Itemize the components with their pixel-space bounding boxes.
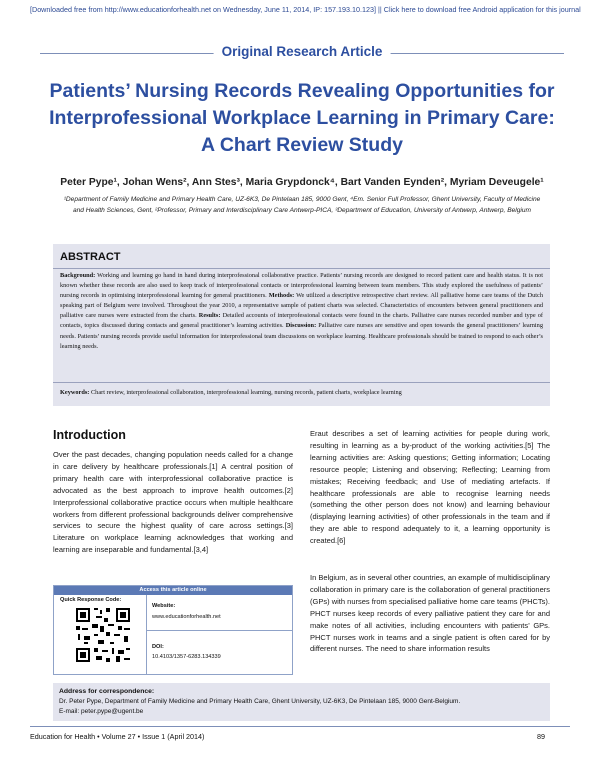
introduction-paragraph-3: In Belgium, as in several other countries, an example of multidisciplinary collaboration in primary care is the collaboration of general practitioners (GPs) with nurses from specialised palliative home care teams (PHCTs). PHCT nurses keep records of every palliative patient they care for and make notes of all activities, including encounters with patients’ GPs. PHCT nurses work in teams and a single patient is often cared for by different nurses. The need to share information results <box>310 573 550 654</box>
abstract-body <box>60 271 543 352</box>
abstract-background-label: Background: <box>60 272 96 279</box>
footer-journal: Education for Health • Volume 27 • Issue 1 (April 2014) <box>30 732 205 741</box>
download-banner-link[interactable]: [Downloaded free from http://www.educationforhealth.net on Wednesday, June 11, 2014, IP: 157.193.10.123] || Click here to download free Android application for this journal <box>30 5 581 14</box>
access-online-box <box>53 585 293 675</box>
introduction-paragraph-2: Eraut describes a set of learning activities for people during work, resulting in learning as a by-product of the working activities.[5] The learning activities are: Asking questions; Getting information; Locating resource people; Listening and observing; Reflecting; Learning from mistakes; Receiving feedback; and Use of mediating artefacts. If healthcare professionals are able to recognise learning needs (something the other person does not know) and learning behaviour (displaying learning activities) of other professionals in the team and if they are able to respond adequately to it, a learning opportunity is created.[6] <box>310 429 550 546</box>
introduction-heading: Introduction <box>53 428 126 442</box>
access-online-title: Access this article online <box>54 586 292 595</box>
abstract-heading: ABSTRACT <box>60 251 121 263</box>
doi-label: DOI: <box>152 644 164 650</box>
abstract-background: Working and learning go hand in hand during interprofessional collaborative practice. Patients’ nursing records are designed to record patient care and health status. It is not known whether these records are also used to keep track of interprofessional contacts or interprofessional learning between team members. This study explored the usefulness of patients’ nursing records in optimising interprofessional learning for general practitioners. <box>60 272 543 300</box>
correspondence-email[interactable]: E-mail: peter.pype@ugent.be <box>59 708 144 715</box>
keywords-label: Keywords: <box>60 389 90 396</box>
keywords <box>60 388 543 398</box>
qr-code-icon[interactable] <box>74 606 132 664</box>
keywords-rule <box>53 382 550 383</box>
abstract-box <box>53 244 550 406</box>
correspondence-heading: Address for correspondence: <box>59 688 155 695</box>
abstract-discussion: Palliative care nurses are sensitive and open towards the general practitioners’ learning needs. Patients’ nursing records provide useful information for interprofessional team discussions on workplace learning. Healthcare professionals should be trained to respond to each other’s learning needs. <box>60 322 543 350</box>
correspondence-box <box>53 683 550 721</box>
paper-title: Patients’ Nursing Records Revealing Opportunities for Interprofessional Workplace Learning in Primary Care: A Chart Review Study <box>49 80 555 156</box>
article-type-header <box>40 44 564 62</box>
abstract-methods: We utilized a descriptive retrospective chart review. All palliative home care teams of the Dutch speaking part of Belgium were involved. Throughout the year 2010, a representative sample of patient charts was selected. Characteristics of encounters between general practitioners and palliative care nurses were extracted from the charts. <box>60 292 543 320</box>
abstract-discussion-label: Discussion: <box>285 322 317 330</box>
abstract-results: Detailed accounts of interprofessional contacts were found in the charts. Palliative care nurses recorded number and type of contacts, topics discussed during contacts and general practitioner’s learning activities. <box>60 312 543 330</box>
footer-rule <box>30 726 570 727</box>
keywords-text: Chart review, interprofessional collaboration, interprofessional learning, nursing records, patient charts, workplace learning <box>89 389 402 396</box>
doi-link[interactable]: 10.4103/1357-6283.134339 <box>152 654 221 660</box>
access-divider <box>146 595 147 674</box>
abstract-results-label: Results: <box>198 312 221 320</box>
website-label: Website: <box>152 603 176 609</box>
article-type-label: Original Research Article <box>214 44 391 59</box>
correspondence-address: Dr. Peter Pype, Department of Family Medicine and Primary Health Care, Ghent University, UZ-6K3, De Pintelaan 185, 9000 Gent-Belgium. <box>59 698 461 705</box>
affiliations: ¹Department of Family Medicine and Primary Health Care, UZ-6K3, De Pintelaan 185, 9000 Gent, ⁴Em. Senior Full Professor, Ghent University, Faculty of Medicine and Health Sciences, Gent, ²Professor, Primary and Interdisciplinary Care Antwerp-PICA, ³Department of Education, University of Antwerp, Antwerp, Belgium <box>63 196 541 214</box>
author-list: Peter Pype¹, Johan Wens², Ann Stes³, Maria Grypdonck⁴, Bart Vanden Eynden², Myriam Deveugele¹ <box>60 177 544 188</box>
introduction-paragraph-1: Over the past decades, changing population needs called for a change in care delivery by healthcare professionals.[1] A central position of primary health care with interprofessional collaborative practice is advocated as the best approach to improve health outcomes.[2] Interprofessional collaborative practice occurs when multiple healthcare workers from different professional backgrounds deliver comprehensive services to secure the highest quality of care across settings.[3] Literature on workplace learning acknowledges that working and learning are inseparable and fundamental.[3,4] <box>53 450 293 555</box>
abstract-rule <box>53 268 550 269</box>
access-hdivider <box>146 630 292 631</box>
qr-label: Quick Response Code: <box>60 597 122 603</box>
abstract-methods-label: Methods: <box>268 292 295 300</box>
page-number: 89 <box>537 732 545 741</box>
website-link[interactable]: www.educationforhealth.net <box>152 614 221 620</box>
